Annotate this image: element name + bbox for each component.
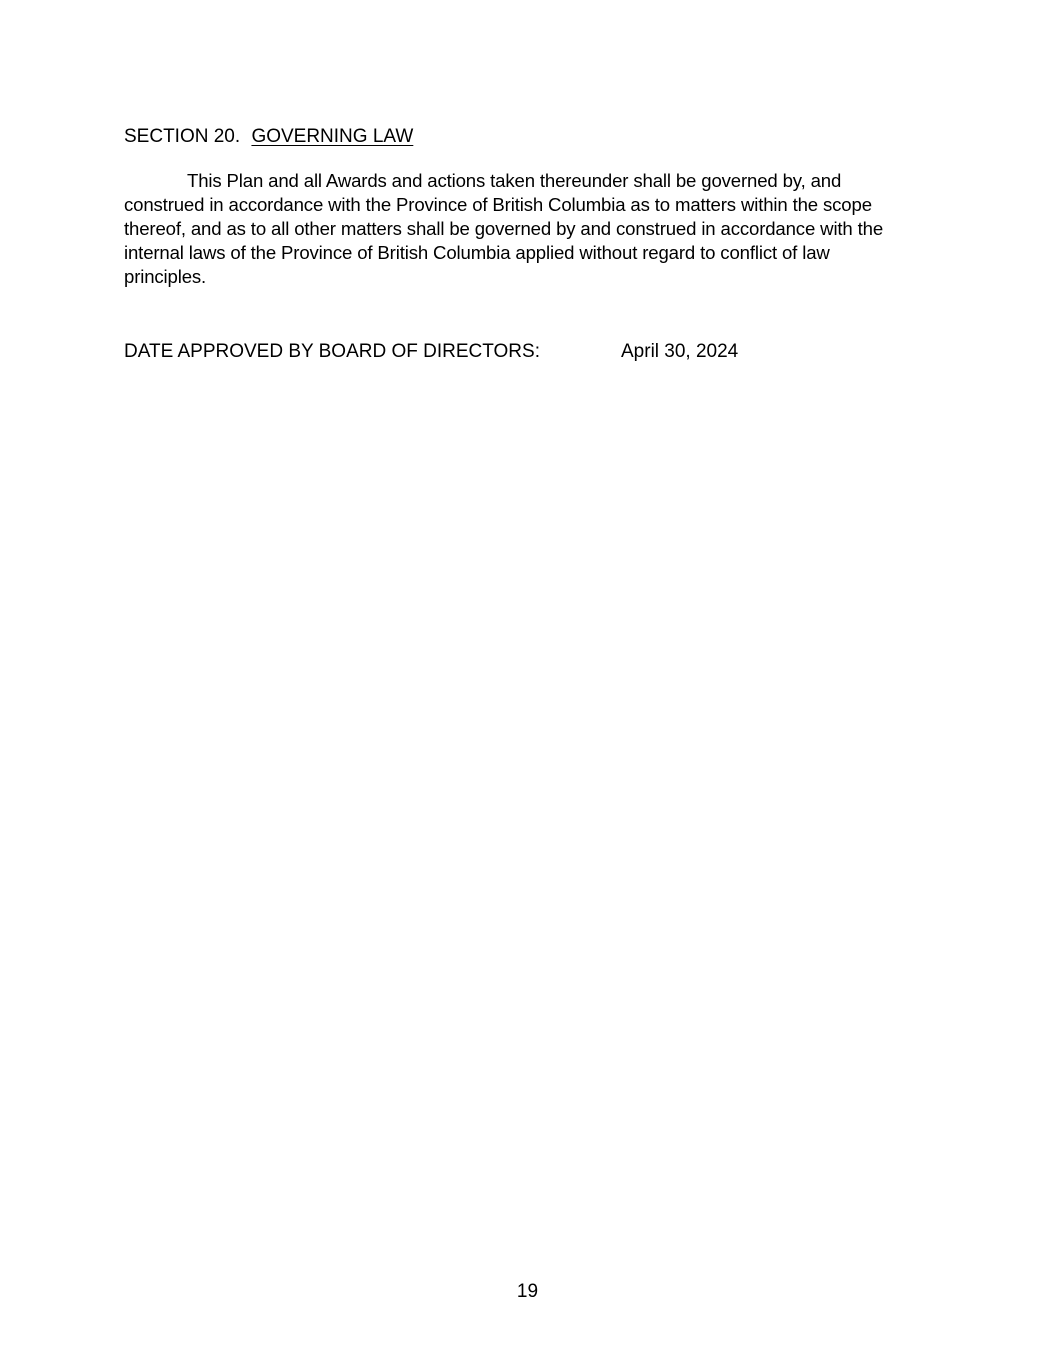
approval-line — [124, 340, 739, 364]
approval-label: DATE APPROVED BY BOARD OF DIRECTORS: — [124, 341, 540, 362]
approval-date: April 30, 2024 — [621, 341, 739, 362]
section-title: GOVERNING LAW — [251, 126, 414, 147]
section-number: SECTION 20. — [124, 126, 241, 147]
page-number: 19 — [516, 1281, 539, 1302]
section-heading — [124, 125, 413, 149]
governing-law-paragraph: This Plan and all Awards and actions taken thereunder shall be governed by, and construed in accordance with the Province of British Columbia as to matters within the scope thereof, and as to all other matters shall be governed by and construed in accordance with the internal laws of the Province of British Columbia applied without regard to conflict of law principles. — [124, 170, 884, 287]
